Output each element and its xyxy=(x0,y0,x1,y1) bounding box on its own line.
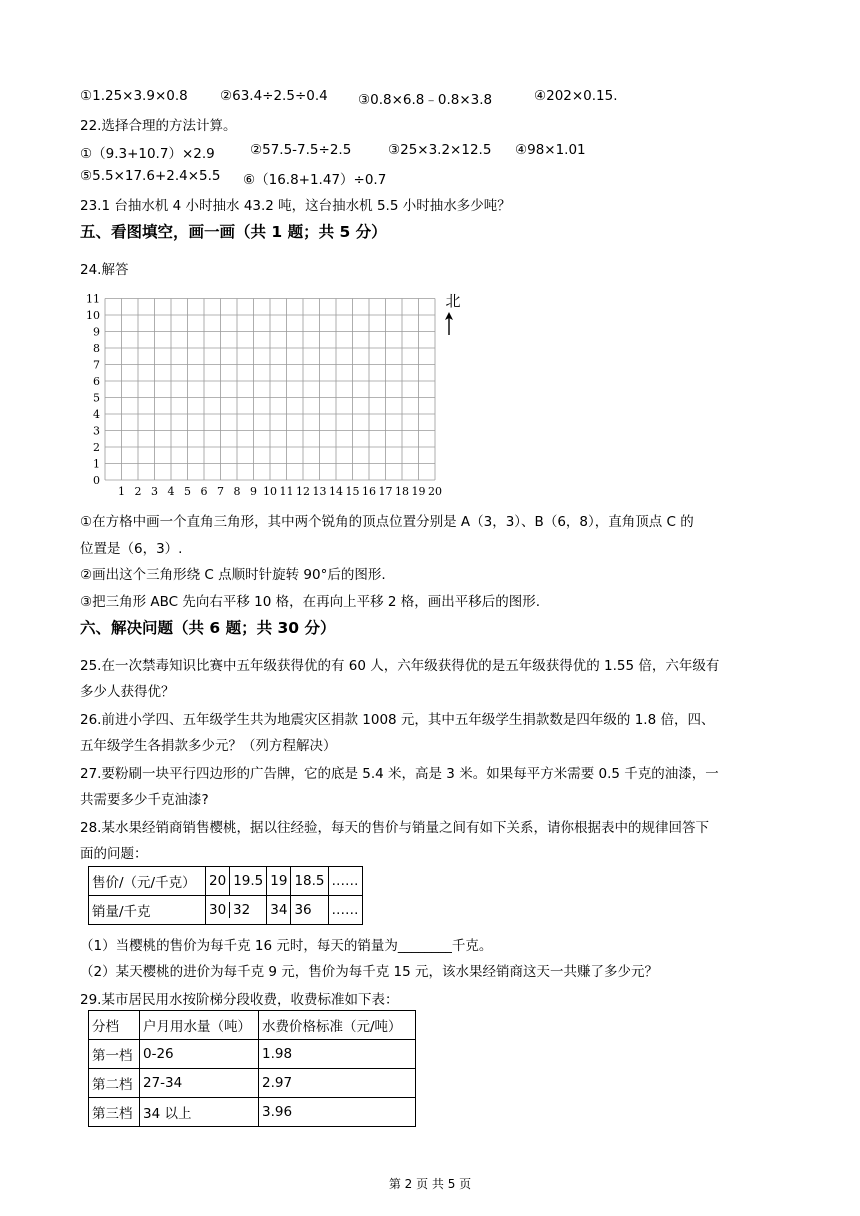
q28-sub-1: （1）当樱桃的售价为每千克 16 元时，每天的销量为________千克。 xyxy=(80,938,493,954)
q22-title: 22.选择合理的方法计算。 xyxy=(80,118,237,134)
q27-line-2: 共需要多少千克油漆? xyxy=(80,792,209,808)
table-row xyxy=(89,1069,416,1098)
y-tick-label: 10 xyxy=(86,309,100,322)
x-tick-label: 17 xyxy=(378,485,393,498)
x-tick-label: 6 xyxy=(200,485,208,498)
x-tick-label: 2 xyxy=(134,485,142,498)
table-cell-part: 30 xyxy=(206,902,230,918)
x-tick-label: 13 xyxy=(312,485,327,498)
x-tick-label: 10 xyxy=(263,485,277,498)
q28-line-1: 28.某水果经销商销售樱桃，据以往经验，每天的售价与销量之间有如下关系，请你根据表中的规律回答下 xyxy=(80,820,709,836)
table-cell: 0-26 xyxy=(140,1040,259,1069)
y-tick-label: 8 xyxy=(93,342,100,355)
y-tick-label: 3 xyxy=(93,424,100,438)
section-5-heading: 五、看图填空，画一画（共 1 题；共 5 分） xyxy=(80,223,387,241)
table-cell: 18.5 xyxy=(291,867,328,896)
y-tick-label: 9 xyxy=(93,325,100,339)
table-header-cell: 户月用水量（吨） xyxy=(140,1011,259,1040)
x-tick-label: 19 xyxy=(411,485,426,498)
q29-water-fee-table xyxy=(88,1010,416,1127)
x-tick-label: 8 xyxy=(233,485,241,498)
q23-text: 23.1 台抽水机 4 小时抽水 43.2 吨，这台抽水机 5.5 小时抽水多少吨？ xyxy=(80,198,511,214)
table-cell: 售价/（元/千克） xyxy=(89,867,206,896)
table-cell-part: 32 xyxy=(233,902,251,918)
y-tick-label: 6 xyxy=(93,375,100,388)
x-tick-label: 9 xyxy=(250,485,257,498)
table-cell: 34 xyxy=(267,896,291,925)
x-tick-label: 11 xyxy=(279,485,294,498)
q25-line-2: 多少人获得优？ xyxy=(80,684,175,700)
q24-text-3: ③把三角形 ABC 先向右平移 10 格，在再向上平移 2 格，画出平移后的图形. xyxy=(80,594,541,610)
q22-item-4: ④98×1.01 xyxy=(515,142,586,158)
table-cell: 20 xyxy=(206,867,230,896)
table-cell xyxy=(206,896,267,925)
section-6-heading: 六、解决问题（共 6 题；共 30 分） xyxy=(80,619,336,637)
x-tick-label: 3 xyxy=(151,485,158,498)
q26-line-2: 五年级学生各捐款多少元？（列方程解决） xyxy=(80,738,337,754)
table-cell: …… xyxy=(328,896,362,925)
table-cell: 2.97 xyxy=(259,1069,416,1098)
y-tick-label: 1 xyxy=(93,457,100,471)
north-label: 北 xyxy=(445,292,461,310)
q21-item-1: ①1.25×3.9×0.8 xyxy=(80,88,188,104)
y-tick-label: 4 xyxy=(93,408,100,421)
y-tick-label: 11 xyxy=(86,292,100,306)
table-cell: …… xyxy=(328,867,362,896)
page-footer: 第 2 页 共 5 页 xyxy=(388,1177,472,1191)
q25-line-1: 25.在一次禁毒知识比赛中五年级获得优的有 60 人，六年级获得优的是五年级获得优的 1.55 倍，六年级有 xyxy=(80,658,720,674)
x-tick-label: 12 xyxy=(296,485,310,498)
table-cell: 销量/千克 xyxy=(89,896,206,925)
q28-line-2: 面的问题： xyxy=(80,846,148,862)
q24-title: 24.解答 xyxy=(80,262,129,278)
table-header-cell: 水费价格标准（元/吨） xyxy=(259,1011,416,1040)
table-cell: 第三档 xyxy=(89,1098,140,1127)
q21-item-4: ④202×0.15. xyxy=(534,88,618,104)
q28-price-table xyxy=(88,866,363,925)
table-cell: 19.5 xyxy=(230,867,267,896)
q22-item-6: ⑥（16.8+1.47）÷0.7 xyxy=(243,172,387,188)
y-tick-label: 7 xyxy=(93,358,100,372)
q21-item-3: ③0.8×6.8﹣0.8×3.8 xyxy=(358,92,493,108)
coordinate-grid[interactable] xyxy=(80,290,450,506)
table-header-cell: 分档 xyxy=(89,1011,140,1040)
x-tick-label: 15 xyxy=(345,485,360,498)
q22-item-3: ③25×3.2×12.5 xyxy=(388,142,492,158)
q22-item-2: ②57.5-7.5÷2.5 xyxy=(250,142,352,158)
q27-line-1: 27.要粉刷一块平行四边形的广告牌，它的底是 5.4 米，高是 3 米。如果每平方米需要 0.5 千克的油漆，一 xyxy=(80,766,719,782)
y-tick-label: 5 xyxy=(93,391,100,405)
table-cell: 1.98 xyxy=(259,1040,416,1069)
table-row xyxy=(89,1040,416,1069)
table-cell: 第一档 xyxy=(89,1040,140,1069)
y-tick-label: 2 xyxy=(93,441,100,454)
y-tick-label: 0 xyxy=(93,474,100,487)
q24-text-1b: 位置是（6，3）. xyxy=(80,541,183,557)
x-tick-label: 1 xyxy=(118,485,125,498)
table-cell: 27-34 xyxy=(140,1069,259,1098)
x-tick-label: 18 xyxy=(395,485,409,498)
x-tick-label: 20 xyxy=(428,485,442,498)
x-tick-label: 14 xyxy=(329,485,343,498)
x-tick-label: 5 xyxy=(184,485,191,498)
table-row xyxy=(89,867,363,896)
q29-title: 29.某市居民用水按阶梯分段收费，收费标准如下表： xyxy=(80,992,399,1008)
x-tick-label: 4 xyxy=(167,485,175,498)
q28-sub-2: （2）某天樱桃的进价为每千克 9 元，售价为每千克 15 元，该水果经销商这天一共赚了多少元？ xyxy=(80,964,659,980)
x-tick-label: 7 xyxy=(217,485,224,498)
x-tick-label: 16 xyxy=(362,485,376,498)
q21-item-2: ②63.4÷2.5÷0.4 xyxy=(220,88,328,104)
q22-item-1: ①（9.3+10.7）×2.9 xyxy=(80,146,215,162)
q26-line-1: 26.前进小学四、五年级学生共为地震灾区捐款 1008 元，其中五年级学生捐款数是四年级的 1.8 倍，四、 xyxy=(80,712,715,728)
north-arrow-icon xyxy=(443,312,455,336)
q24-text-1a: ①在方格中画一个直角三角形，其中两个锐角的顶点位置分别是 A（3，3）、B（6，8），直角顶点 C 的 xyxy=(80,514,694,530)
table-cell: 34 以上 xyxy=(140,1098,259,1127)
q24-text-2: ②画出这个三角形绕 C 点顺时针旋转 90°后的图形. xyxy=(80,567,386,583)
table-cell: 3.96 xyxy=(259,1098,416,1127)
table-cell: 36 xyxy=(291,896,328,925)
table-cell: 第二档 xyxy=(89,1069,140,1098)
table-row xyxy=(89,896,363,925)
q22-item-5: ⑤5.5×17.6+2.4×5.5 xyxy=(80,168,221,184)
table-row xyxy=(89,1098,416,1127)
table-row xyxy=(89,1011,416,1040)
table-cell: 19 xyxy=(267,867,291,896)
